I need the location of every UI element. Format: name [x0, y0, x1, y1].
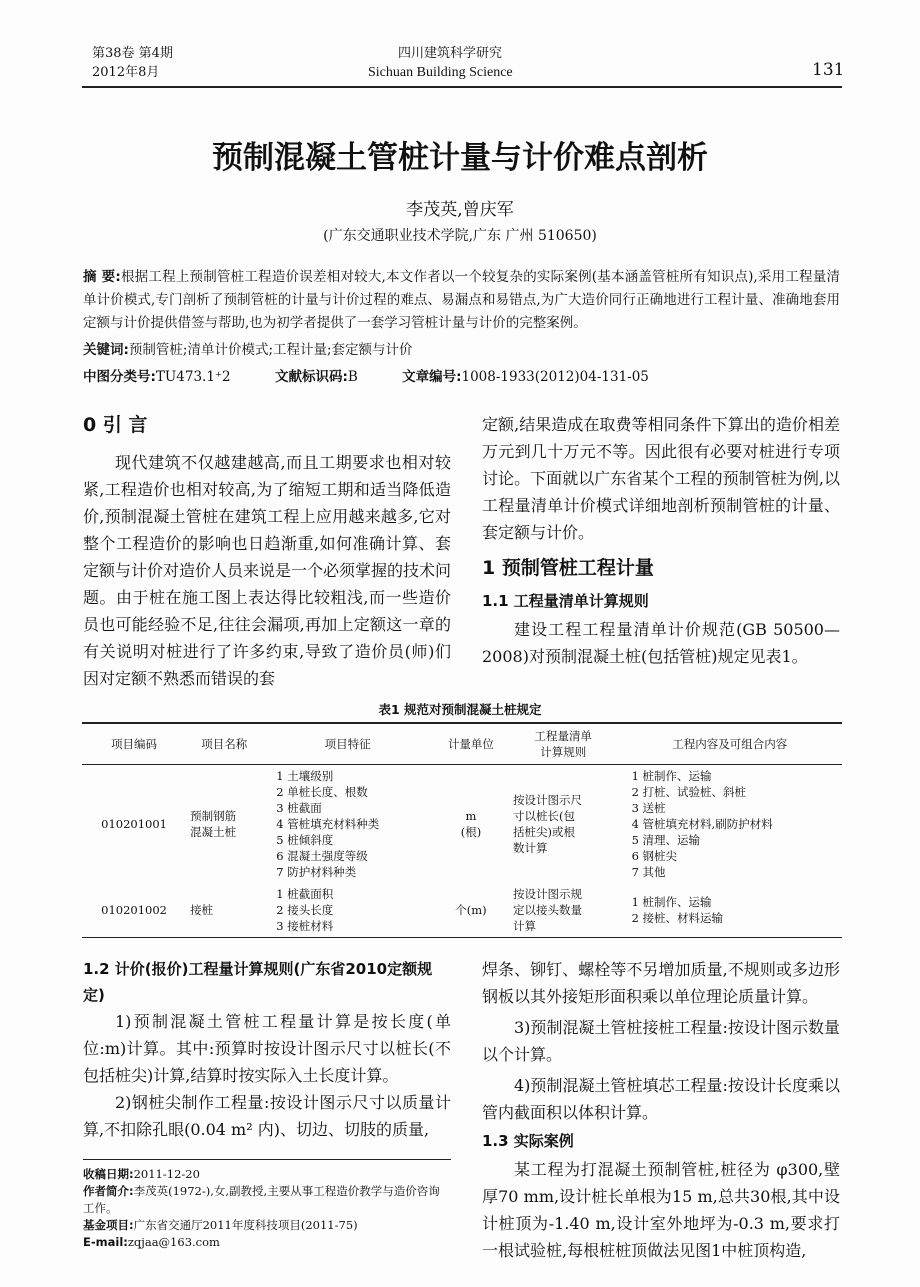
table-header-row [82, 723, 842, 765]
article-number-label: 文章编号: [402, 369, 462, 385]
issue-date: 2012年8月 [92, 65, 160, 80]
keywords-label: 关键词: [83, 342, 129, 358]
affiliation: (广东交通职业技术学院,广东 广州 510650) [323, 228, 597, 244]
paper-title: 预制混凝土管桩计量与计价难点剖析 [212, 140, 708, 176]
footnote-received [83, 1166, 451, 1183]
table-header-cell: 项目特征 [262, 723, 433, 765]
footnote-fund [83, 1217, 451, 1234]
footnote-text: zqjaa@163.com [127, 1235, 220, 1249]
left-column-lower [83, 956, 451, 1264]
table-caption: 表1 规范对预制混凝土桩规定 [378, 702, 542, 717]
table-cell: 1 桩截面积 2 接头长度 3 接桩材料 [262, 883, 433, 938]
table-body [82, 765, 842, 938]
footnote-author [83, 1183, 451, 1217]
right-column-upper [482, 411, 840, 692]
authors: 李茂英,曾庆军 [406, 200, 514, 220]
case-paragraph: 某工程为打混凝土预制管桩,桩径为 φ300,壁厚70 mm,设计桩长单根为15 m,总共30根,其中设计桩顶为-1.40 m,设计室外地坪为-0.3 m,要求打一根试验桩,每根桩桩顶做法见图1中桩顶构造, [482, 1160, 840, 1260]
table-header-cell: 项目名称 [186, 723, 262, 765]
table-cell: 个(m) [433, 883, 509, 938]
rule-1: 1)预制混凝土管桩工程量计算是按长度(单位:m)计算。其中:预算时按设计图示尺寸以桩长(不包括桩尖)计算,结算时按实际入土长度计算。 [83, 1012, 451, 1085]
section-1-1-heading: 1.1 工程量清单计算规则 [482, 592, 649, 610]
footnote-label: 收稿日期: [83, 1167, 134, 1181]
table-header-cell: 工程量清单 计算规则 [509, 723, 618, 765]
rule-4: 4)预制混凝土管桩填芯工程量:按设计长度乘以管内截面积以体积计算。 [482, 1076, 840, 1122]
footnote-text: 2011-12-20 [133, 1167, 200, 1181]
table-cell: 按设计图示规 定以接头数量 计算 [509, 883, 618, 938]
intro-paragraph-2: 定额,结果造成在取费等相同条件下算出的造价相差万元到几十万元不等。因此很有必要对桩进行专项讨论。下面就以广东省某个工程的预制管桩为例,以工程量清单计价模式详细地剖析预制管桩的计量、套定额与计价。 [482, 415, 840, 542]
right-column-lower [482, 956, 840, 1264]
table-cell: 按设计图示尺 寸以桩长(包 括桩尖)或根 数计算 [513, 793, 583, 855]
table-header-cell: 项目编码 [82, 723, 186, 765]
keywords-text: 预制管桩;清单计价模式;工程计量;套定额与计价 [128, 342, 413, 358]
clc-label: 中图分类号: [83, 369, 156, 385]
table-cell: 1 桩制作、运输 2 接桩、材料运输 [618, 883, 842, 938]
footnote-label: 作者简介: [83, 1184, 134, 1198]
columns-upper [83, 411, 840, 692]
journal-name-cn: 四川建筑科学研究 [398, 46, 503, 61]
rule-2: 2)钢桩尖制作工程量:按设计图示尺寸以质量计算,不扣除孔眼(0.04 m² 内)、切边、切肢的质量, [83, 1093, 451, 1139]
columns-lower [83, 956, 840, 1284]
table-cell: 接桩 [186, 883, 262, 938]
table-cell: 1 桩制作、运输 2 打桩、试验桩、斜桩 3 送桩 4 管桩填充材料,刷防护材料 5 清理、运输 6 钢桩尖 7 其他 [631, 769, 773, 879]
table-row [82, 765, 842, 884]
keywords [83, 339, 840, 362]
abstract-text: 根据工程上预制管桩工程造价误差相对较大,本文作者以一个较复杂的实际案例(基本涵盖管桩所有知识点),采用工程量清单计价模式,专门剖析了预制管桩的计量与计价过程的难点、易漏点和易错点,为广大造价同行正确地进行工程计量、准确地套用定额与计价提供借签与帮助,也为初学者提供了一套学习管桩计量与计价的完整案例。 [83, 269, 840, 331]
article-number: 1008-1933(2012)04-131-05 [461, 369, 649, 385]
section-1-2-heading: 1.2 计价(报价)工程量计算规则(广东省2010定额规定) [83, 960, 433, 1004]
table-cell: 预制钢筋 混凝土桩 [190, 809, 237, 839]
table-1 [82, 722, 842, 938]
table-cell: m (根) [460, 809, 482, 839]
intro-paragraph-1: 现代建筑不仅越建越高,而且工期要求也相对较紧,工程造价也相对较高,为了缩短工期和适当降低造价,预制混凝土管桩在建筑工程上应用越来越多,它对整个工程造价的影响也日趋渐重,如何准确计算、套定额与计价对造价人员来说是一个必须掌握的技术问题。由于桩在施工图上表达得比较粗浅,而一些造价员也可能经验不足,往往会漏项,再加上定额这一章的有关说明对桩进行了许多约束,导致了造价员(师)们因对定额不熟悉而错误的套 [83, 453, 452, 688]
table-row [82, 883, 842, 938]
journal-name-en: Sichuan Building Science [368, 65, 513, 80]
left-column-upper [83, 411, 451, 692]
footnotes [83, 1159, 451, 1251]
footnote-label: E-mail: [83, 1235, 128, 1249]
running-header [0, 0, 920, 92]
classification [83, 366, 840, 389]
rule-2-continued: 焊条、铆钉、螺栓等不另增加质量,不规则或多边形钢板以其外接矩形面积乘以单位理论质量计算。 [482, 960, 840, 1006]
section-1-heading: 1 预制管桩工程计量 [482, 557, 654, 579]
table-cell: 010201002 [82, 883, 186, 938]
section-0-heading: 0 引 言 [83, 414, 148, 436]
footnote-label: 基金项目: [83, 1218, 134, 1232]
footnote-text: 广东省交通厅2011年度科技项目(2011-75) [133, 1218, 358, 1232]
footnote-email [83, 1234, 451, 1251]
abstract-label: 摘 要: [83, 269, 121, 285]
table-header-cell: 工程内容及可组合内容 [618, 723, 842, 765]
section-1-1-paragraph: 建设工程工程量清单计价规范(GB 50500—2008)对预制混凝土桩(包括管桩)规定见表1。 [482, 620, 840, 666]
footnote-text: 李茂英(1972-),女,副教授,主要从事工程造价教学与造价咨询工作。 [83, 1184, 440, 1215]
table-header-cell: 计量单位 [433, 723, 509, 765]
section-1-3-heading: 1.3 实际案例 [482, 1132, 574, 1150]
table-cell: 1 土壤级别 2 单桩长度、根数 3 桩截面 4 管桩填充材料种类 5 桩倾斜度 6 混凝土强度等级 7 防护材料种类 [276, 769, 380, 879]
doc-code: B [347, 369, 358, 385]
header-rule [82, 86, 842, 88]
rule-3: 3)预制混凝土管桩接桩工程量:按设计图示数量以个计算。 [482, 1018, 840, 1064]
doc-code-label: 文献标识码: [274, 369, 348, 385]
table-cell: 010201001 [101, 817, 167, 831]
page-number: 131 [812, 60, 845, 80]
abstract [83, 266, 840, 335]
clc-code: TU473.1⁺2 [155, 369, 231, 385]
volume-issue: 第38卷 第4期 [92, 46, 173, 61]
